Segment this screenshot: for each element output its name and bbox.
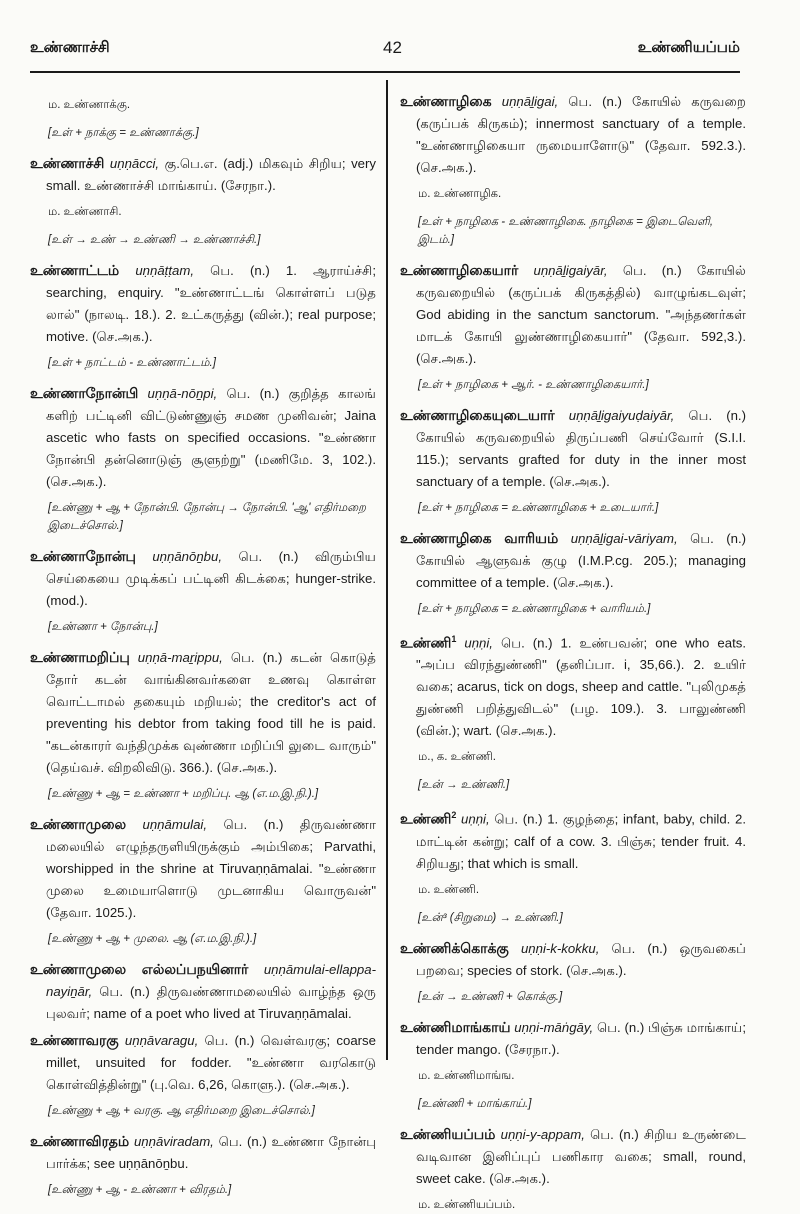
etymology-note: [உள் + நாட்டம் - உண்ணாட்டம்.] <box>48 357 216 369</box>
guide-word-left: உண்ணாச்சி <box>30 38 110 56</box>
entry-definition: பெ. (n.) வெள்வரகு; coarse millet, unsuited for fodder. "உண்ணா வரகொடு கொள்வித்தின்று" (பு.வெ. 6,26, கொளு.). (செ.அக.). <box>46 1033 376 1092</box>
cognate-note: ம. உண்ணாக்கு. <box>48 99 131 111</box>
entry-headword: உண்ணாழிகை வாரியம் <box>400 530 559 546</box>
dictionary-entry <box>400 527 746 594</box>
entry-transliteration: uṇṇā-nōṉpi, <box>147 386 218 401</box>
cognate-note: ம. உண்ணாசி. <box>48 206 122 218</box>
entry-headword: உண்ணாழிகையுடையார் <box>400 407 555 423</box>
etymology-note: [உள் + நாழிகை = உண்ணாழிகை + வாரியம்.] <box>418 603 651 615</box>
dictionary-entry <box>400 404 746 493</box>
entry-transliteration: uṇṇāvaragu, <box>124 1033 199 1048</box>
entry-headword: உண்ணாநோன்பி <box>30 385 139 401</box>
dictionary-entry <box>400 804 746 874</box>
entry-transliteration: uṇṇi-māṅgāy, <box>514 1019 594 1035</box>
etymology-note: [உண்ணு + ஆ + வரகு. ஆ எதிர்மறை இடைச்சொல்.] <box>48 1105 315 1117</box>
entry-headword: உண்ணாவரகு <box>30 1032 119 1048</box>
entry-headword: உண்ணாமுலை <box>30 816 127 832</box>
entry-transliteration: uṇṇāḻigai, <box>501 94 559 109</box>
entry-transliteration: uṇṇānōṉbu, <box>152 549 222 564</box>
entry-transliteration: uṇṇāmulai, <box>142 817 208 832</box>
etymology-note: [உள் + நாழிகை + ஆர். - உண்ணாழிகையார்.] <box>418 379 649 391</box>
entry-definition: பெ. (n.) 1. ஆராய்ச்சி; searching, enquiry. "உண்ணாட்டங் கொள்ளப் படுத லால்" (நாலடி. 18.). 2. உட்கருத்து (வின்.); real purpose; motive. (செ.அக.). <box>46 263 376 344</box>
page-number: 42 <box>383 38 402 57</box>
dictionary-entry <box>30 382 376 493</box>
entry-headword: உண்ணாநோன்பு <box>30 548 136 564</box>
entry-headword: உண்ணாழிகை <box>400 93 492 109</box>
dictionary-entry <box>30 646 376 779</box>
entry-transliteration: uṇṇācci, <box>109 156 160 171</box>
entry-headword: உண்ணி <box>400 810 452 827</box>
etymology-note: [உண்ணா + நோன்பு.] <box>48 621 158 633</box>
dictionary-entry <box>30 1029 376 1096</box>
entry-headword: உண்ணாமறிப்பு <box>30 649 130 665</box>
etymology-note: [உண்ணு + ஆ = உண்ணா + மறிப்பு. ஆ (எ.ம.இ.நி.).] <box>48 788 319 800</box>
cognate-note: ம. உண்ணி. <box>418 883 480 896</box>
entry-definition: பெ. (n.) உண்ணா நோன்பு பார்க்க; see uṇṇānōṉbu. <box>46 1134 377 1171</box>
etymology-note: [உண்ணு + ஆ + நோன்பி. நோன்பு → நோன்பி. 'ஆ' எதிர்மறை இடைச்சொல்.] <box>48 502 366 532</box>
entry-definition: பெ. (n.) பிஞ்சு மாங்காய்; tender mango. (சேரநா.). <box>416 1019 746 1057</box>
dictionary-entry <box>400 628 746 742</box>
cognate-note: ம. உண்ணாழிக. <box>418 188 502 200</box>
entry-transliteration: uṇṇāḻigai-vāriyam, <box>570 531 678 546</box>
entry-definition: பெ. (n.) கடன் கொடுத் தோர் கடன் வாங்கினவர்களை உணவு கொள்ள வொட்டாமல் தகையும் மறியல்; the creditor's act of preventing his debtor from taking food till he is paid. "கடன்காரர் வந்திமுக்க வுண்ணா மறிப்பி லுடை வாரும்" (தெய்வச். விறலிவிடு. 366.). (செ.அக.). <box>46 650 377 775</box>
entry-definition: பெ. (n.) திருவண்ணா மலையில் எழுந்தருளியிருக்கும் அம்பிகை; Parvathi, worshipped in the shrine at Tiruvaṇṇāmalai. "உண்ணா முலை உமையாளொடு முடனாகிய வொருவன்" (தேவா. 1025.). <box>46 817 376 920</box>
guide-word-right: உண்ணியப்பம் <box>637 38 740 56</box>
entry-definition: பெ. (n.) கோயில் கருவறையில் திருப்பணி செய்வோர் (S.I.I. 115.); servants grafted for duty in the inner most sanctuary of a temple. (செ.அக.). <box>416 408 746 489</box>
etymology-note: [உள் + நாக்கு = உண்ணாக்கு.] <box>48 127 199 139</box>
cognate-note: ம. உண்ணிமாங்ங. <box>418 1069 515 1082</box>
entry-headword: உண்ணிக்கொக்கு <box>400 939 509 956</box>
dictionary-entry <box>400 90 746 179</box>
entry-headword: உண்ணாமுலை எல்லப்பநயினார் <box>30 961 249 977</box>
entry-definition: பெ. (n.) குறித்த காலங் களிற் பட்டினி விட்டுண்ணுஞ் சமண முனிவன்; Jaina ascetic who fasts on specified occasions. "உண்ணா நோன்பி தன்னொடுஞ் சூளுற்று" (மணிமே. 3, 102.). (செ.அக.). <box>46 386 376 489</box>
entry-definition: பெ. (n.) கோயில் கருவறை (கருப்பக் கிருகம்); innermost sanctuary of a temple. "உண்ணாழிகையா ருமையாளோடு" (தேவா. 592.3.). (செ.அக.). <box>416 94 746 175</box>
entry-definition: பெ. (n.) 1. குழந்தை; infant, baby, child. 2. மாட்டின் கன்று; calf of a cow. 3. பிஞ்சு; tender fruit. 4. சிறியது; that which is small. <box>416 811 747 871</box>
etymology-note: [உன் → உண்ணி + கொக்கு.] <box>418 990 563 1003</box>
entry-headword: உண்ணிமாங்காய் <box>400 1018 511 1035</box>
etymology-note: [உன் → உண்ணி.] <box>418 779 510 792</box>
entry-headword: உண்ணியப்பம் <box>400 1125 496 1142</box>
dictionary-entry <box>400 1123 746 1190</box>
entry-headword: உண்ணாவிரதம் <box>30 1133 130 1149</box>
entry-definition: பெ. (n.) சிறிய உருண்டை வடிவான இனிப்புப் பணிகார வகை; small, round, sweet cake. (செ.அக.). <box>416 1126 747 1186</box>
entry-definition: பெ. (n.) 1. உண்பவன்; one who eats. "அப்ப விரந்துண்ணி" (தனிப்பா. i, 35,66.). 2. உயிர் வகை; acarus, tick on dogs, sheep and cattle. "புலிமுகத் துண்ணி பறித்துவிடல்" (பழ. 109.). 3. பாலுண்ணி (வின்.); wart. (செ.அக.). <box>416 635 746 739</box>
entry-transliteration: uṇṇi, <box>464 635 493 651</box>
dictionary-entry <box>400 937 746 982</box>
etymology-note: [உன்³ (சிறுமை) → உண்ணி.] <box>418 911 563 924</box>
cognate-note: ம., க. உண்ணி. <box>418 751 496 764</box>
dictionary-entry <box>30 813 376 924</box>
left-column <box>30 90 377 1196</box>
entry-transliteration: uṇṇi, <box>461 811 490 827</box>
entry-transliteration: uṇṇi-y-appam, <box>500 1126 585 1142</box>
entry-headword: உண்ணாழிகையார் <box>400 262 519 278</box>
etymology-note: [உள் → உண் → உண்ணி → உண்ணாச்சி.] <box>48 234 261 246</box>
entry-definition: பெ. (n.) கோயில் கருவறையில் (கருப்பக் கிருகத்தில்) வாழுங்கடவுள்; God abiding in the sanctum sanctorum. "அந்தணர்கள் மாடக் கோயி லுண்ணாழிகையார்" (தேவா. 592,3.). (செ.அக.). <box>416 263 746 366</box>
etymology-note: [உள் + நாழிகை = உண்ணாழிகை + உடையார்.] <box>418 502 659 514</box>
entry-definition: பெ. (n.) திருவண்ணாமலையில் வாழ்ந்த ஒரு புலவர்; name of a poet who lived at Tiruvaṇṇāmalai. <box>46 984 376 1021</box>
dictionary-entry <box>30 152 376 197</box>
dictionary-entry <box>400 1016 746 1061</box>
right-column <box>400 90 747 1211</box>
entry-headword: உண்ணாட்டம் <box>30 262 120 278</box>
homonym-number: 2 <box>451 810 457 821</box>
entry-transliteration: uṇṇāḻigaiyār, <box>533 263 608 278</box>
page-header <box>0 0 800 80</box>
dictionary-entry <box>30 1130 376 1175</box>
entry-transliteration: uṇṇāḻigaiyuḍaiyār, <box>568 408 675 423</box>
entry-transliteration: uṇṇā-maṟippu, <box>137 650 223 665</box>
entry-transliteration: uṇṇāṭṭam, <box>135 263 194 278</box>
dictionary-entry <box>30 958 376 1025</box>
entry-headword: உண்ணி <box>400 634 452 651</box>
etymology-note: [உண்ணு + ஆ + முலை. ஆ (எ.ம.இ.நி.).] <box>48 933 257 945</box>
entry-headword: உண்ணாச்சி <box>30 155 105 171</box>
entry-transliteration: uṇṇi-k-kokku, <box>520 940 600 956</box>
etymology-note: [உண்ணு + ஆ - உண்ணா + விரதம்.] <box>48 1184 232 1196</box>
entry-definition: பெ. (n.) கோயில் ஆளுவக் குழு (I.M.P.cg. 205.); managing committee of a temple. (செ.அக.). <box>416 531 746 590</box>
entry-definition: கு.பெ.எ. (adj.) மிகவும் சிறிய; very small. உண்ணாச்சி மாங்காய். (சேரநா.). <box>46 156 376 193</box>
dictionary-entry <box>30 259 376 348</box>
entry-definition: பெ. (n.) விரும்பிய செய்கையை முடிக்கப் பட்டினி கிடக்கை; hunger-strike. (mod.). <box>46 549 376 608</box>
cognate-note: ம. உண்ணியப்பம். <box>418 1198 516 1211</box>
dictionary-entry <box>400 259 746 370</box>
entry-transliteration: uṇṇāmulai-ellappa-nayiṉār, <box>46 962 376 999</box>
dictionary-entry <box>30 545 376 612</box>
column-divider <box>386 80 388 1060</box>
etymology-note: [உள் + நாழிகை - உண்ணாழிகை. நாழிகை = இடைவெளி, இடம்.] <box>418 216 714 246</box>
etymology-note: [உண்ணி + மாங்காய்.] <box>418 1097 532 1110</box>
entry-definition: பெ. (n.) ஒருவகைப் பறவை; species of stork. (செ.அக.). <box>416 940 746 978</box>
entry-transliteration: uṇṇāviradam, <box>133 1134 214 1149</box>
header-rule <box>30 71 740 73</box>
homonym-number: 1 <box>451 634 457 644</box>
